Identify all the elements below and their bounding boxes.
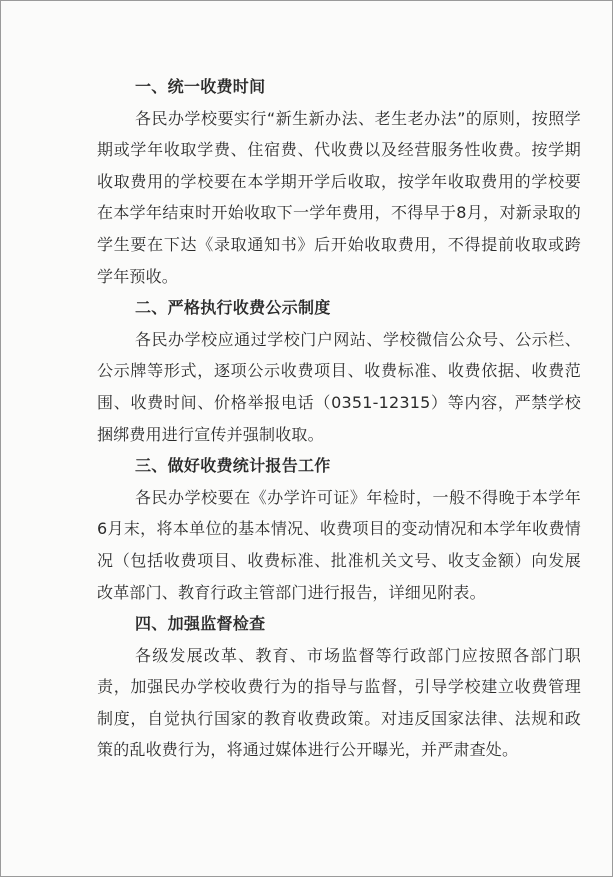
section-heading-fee-time: 一、统一收费时间 [135, 77, 266, 96]
section-body-supervision: 各级发展改革、教育、市场监督等行政部门应按照各部门职责，加强民办学校收费行为的指导与监督，引导学校建立收费管理制度，自觉执行国家的教育收费政策。对违反国家法律、法规和政策的乱收费行为，将通过媒体进行公开曝光，并严肃查处。 [97, 645, 581, 760]
document-body [97, 71, 581, 766]
section-body-reporting: 各民办学校要在《办学许可证》年检时，一般不得晚于本学年6月末，将本单位的基本情况、收费项目的变动情况和本学年收费情况（包括收费项目、收费标准、批准机关文号、收支金额）向发展改革部门、教育行政主管部门进行报告，详细见附表。 [97, 487, 581, 602]
section-heading-reporting: 三、做好收费统计报告工作 [135, 456, 331, 476]
section-heading-supervision: 四、加强监督检查 [135, 614, 266, 634]
section-body-fee-time: 各民办学校要实行“新生新办法、老生老办法”的原则，按照学期或学年收取学费、住宿费、代收费以及经营服务性收费。按学期收取费用的学校要在本学期开学后收取，按学年收取费用的学校要在本学年结束时开始收取下一学年费用，不得早于8月，对新录取的学生要在下达《录取通知书》后开始收取费用，不得提前收取或跨学年预收。 [97, 108, 581, 286]
section-body-publicity: 各民办学校应通过学校门户网站、学校微信公众号、公示栏、公示牌等形式，逐项公示收费项目、收费标准、收费依据、收费范围、收费时间、价格举报电话（0351-12315）等内容，严禁学校捆绑费用进行宣传并强制收取。 [97, 329, 581, 444]
section-heading-publicity: 二、严格执行收费公示制度 [135, 298, 331, 318]
